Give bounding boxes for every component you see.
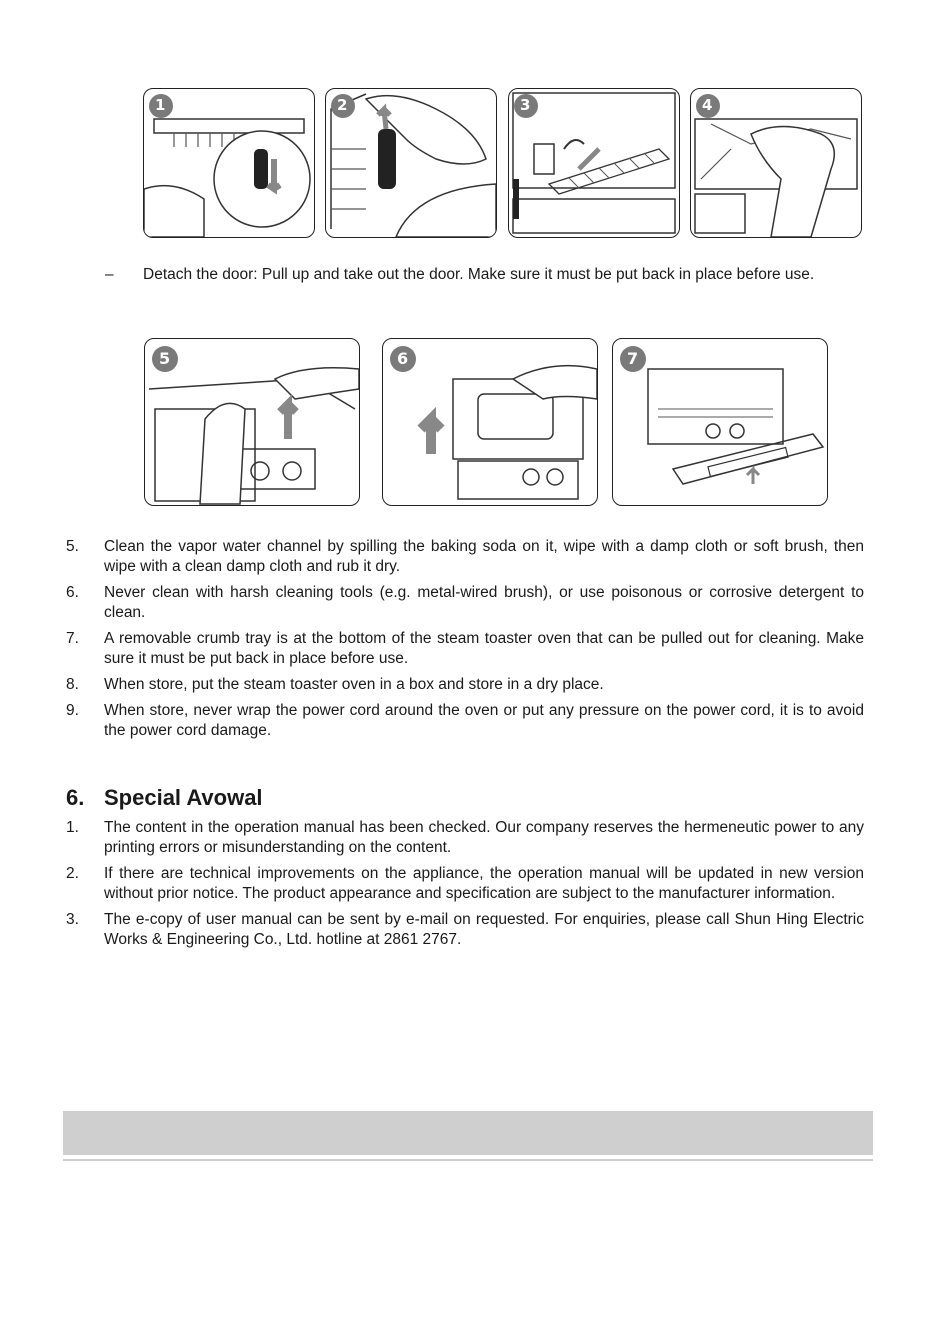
list-item bbox=[66, 675, 864, 695]
item-text: The content in the operation manual has been checked. Our company reserves the hermeneutic power to any printing errors or misunderstanding on the content. bbox=[104, 819, 864, 856]
item-number: 1. bbox=[66, 819, 79, 836]
step-number: 5 bbox=[159, 349, 171, 368]
list-item bbox=[66, 583, 864, 623]
item-text: The e-copy of user manual can be sent by e-mail on requested. For enquiries, please call Shun Hing Electric Works & Engineering Co., Ltd. hotline at 2861 2767. bbox=[104, 911, 864, 948]
figure-step-1 bbox=[143, 88, 315, 238]
step-number: 3 bbox=[520, 96, 531, 114]
step-number: 2 bbox=[337, 96, 348, 114]
figure-step-7 bbox=[612, 338, 828, 506]
item-text: Clean the vapor water channel by spilling the baking soda on it, wipe with a damp cloth or soft brush, then wipe with a clean damp cloth and rub it dry. bbox=[104, 538, 864, 575]
item-number: 5. bbox=[66, 538, 79, 555]
item-number: 3. bbox=[66, 911, 79, 928]
item-text: If there are technical improvements on the appliance, the operation manual will be updated in new version without prior notice. The product appearance and specification are subject to the manufacturer information. bbox=[104, 865, 864, 902]
list-item bbox=[66, 910, 864, 950]
list-item bbox=[66, 701, 864, 741]
detach-door-text: Detach the door: Pull up and take out the door. Make sure it must be put back in place before use. bbox=[143, 266, 815, 283]
section-number: 6. bbox=[66, 785, 85, 810]
section-title: Special Avowal bbox=[104, 785, 263, 810]
list-item bbox=[66, 818, 864, 858]
item-text: Never clean with harsh cleaning tools (e.g. metal-wired brush), or use poisonous or corrosive detergent to clean. bbox=[104, 584, 864, 621]
footer-divider bbox=[63, 1159, 873, 1161]
step-number: 1 bbox=[155, 96, 166, 114]
avowal-list bbox=[66, 818, 864, 956]
footer-bar bbox=[63, 1111, 873, 1155]
item-text: When store, never wrap the power cord around the oven or put any pressure on the power cord, it is to avoid the power cord damage. bbox=[104, 702, 864, 739]
item-number: 6. bbox=[66, 584, 79, 601]
item-number: 9. bbox=[66, 702, 79, 719]
item-number: 8. bbox=[66, 676, 79, 693]
list-item bbox=[66, 864, 864, 904]
section-heading bbox=[66, 785, 263, 811]
detach-door-note bbox=[105, 265, 865, 285]
figure-step-3 bbox=[508, 88, 680, 238]
item-number: 2. bbox=[66, 865, 79, 882]
list-item bbox=[66, 629, 864, 669]
step-number: 6 bbox=[397, 349, 409, 368]
step-number: 7 bbox=[627, 349, 639, 368]
bullet-dash: – bbox=[105, 266, 114, 283]
figure-step-2 bbox=[325, 88, 497, 238]
step-number: 4 bbox=[702, 96, 713, 114]
item-number: 7. bbox=[66, 630, 79, 647]
item-text: A removable crumb tray is at the bottom of the steam toaster oven that can be pulled out for cleaning. Make sure it must be put back in place before use. bbox=[104, 630, 864, 667]
figure-step-5 bbox=[144, 338, 360, 506]
figure-step-6 bbox=[382, 338, 598, 506]
list-item bbox=[66, 537, 864, 577]
item-text: When store, put the steam toaster oven in a box and store in a dry place. bbox=[104, 676, 604, 693]
figure-step-4 bbox=[690, 88, 862, 238]
cleaning-instructions-list bbox=[66, 537, 864, 747]
